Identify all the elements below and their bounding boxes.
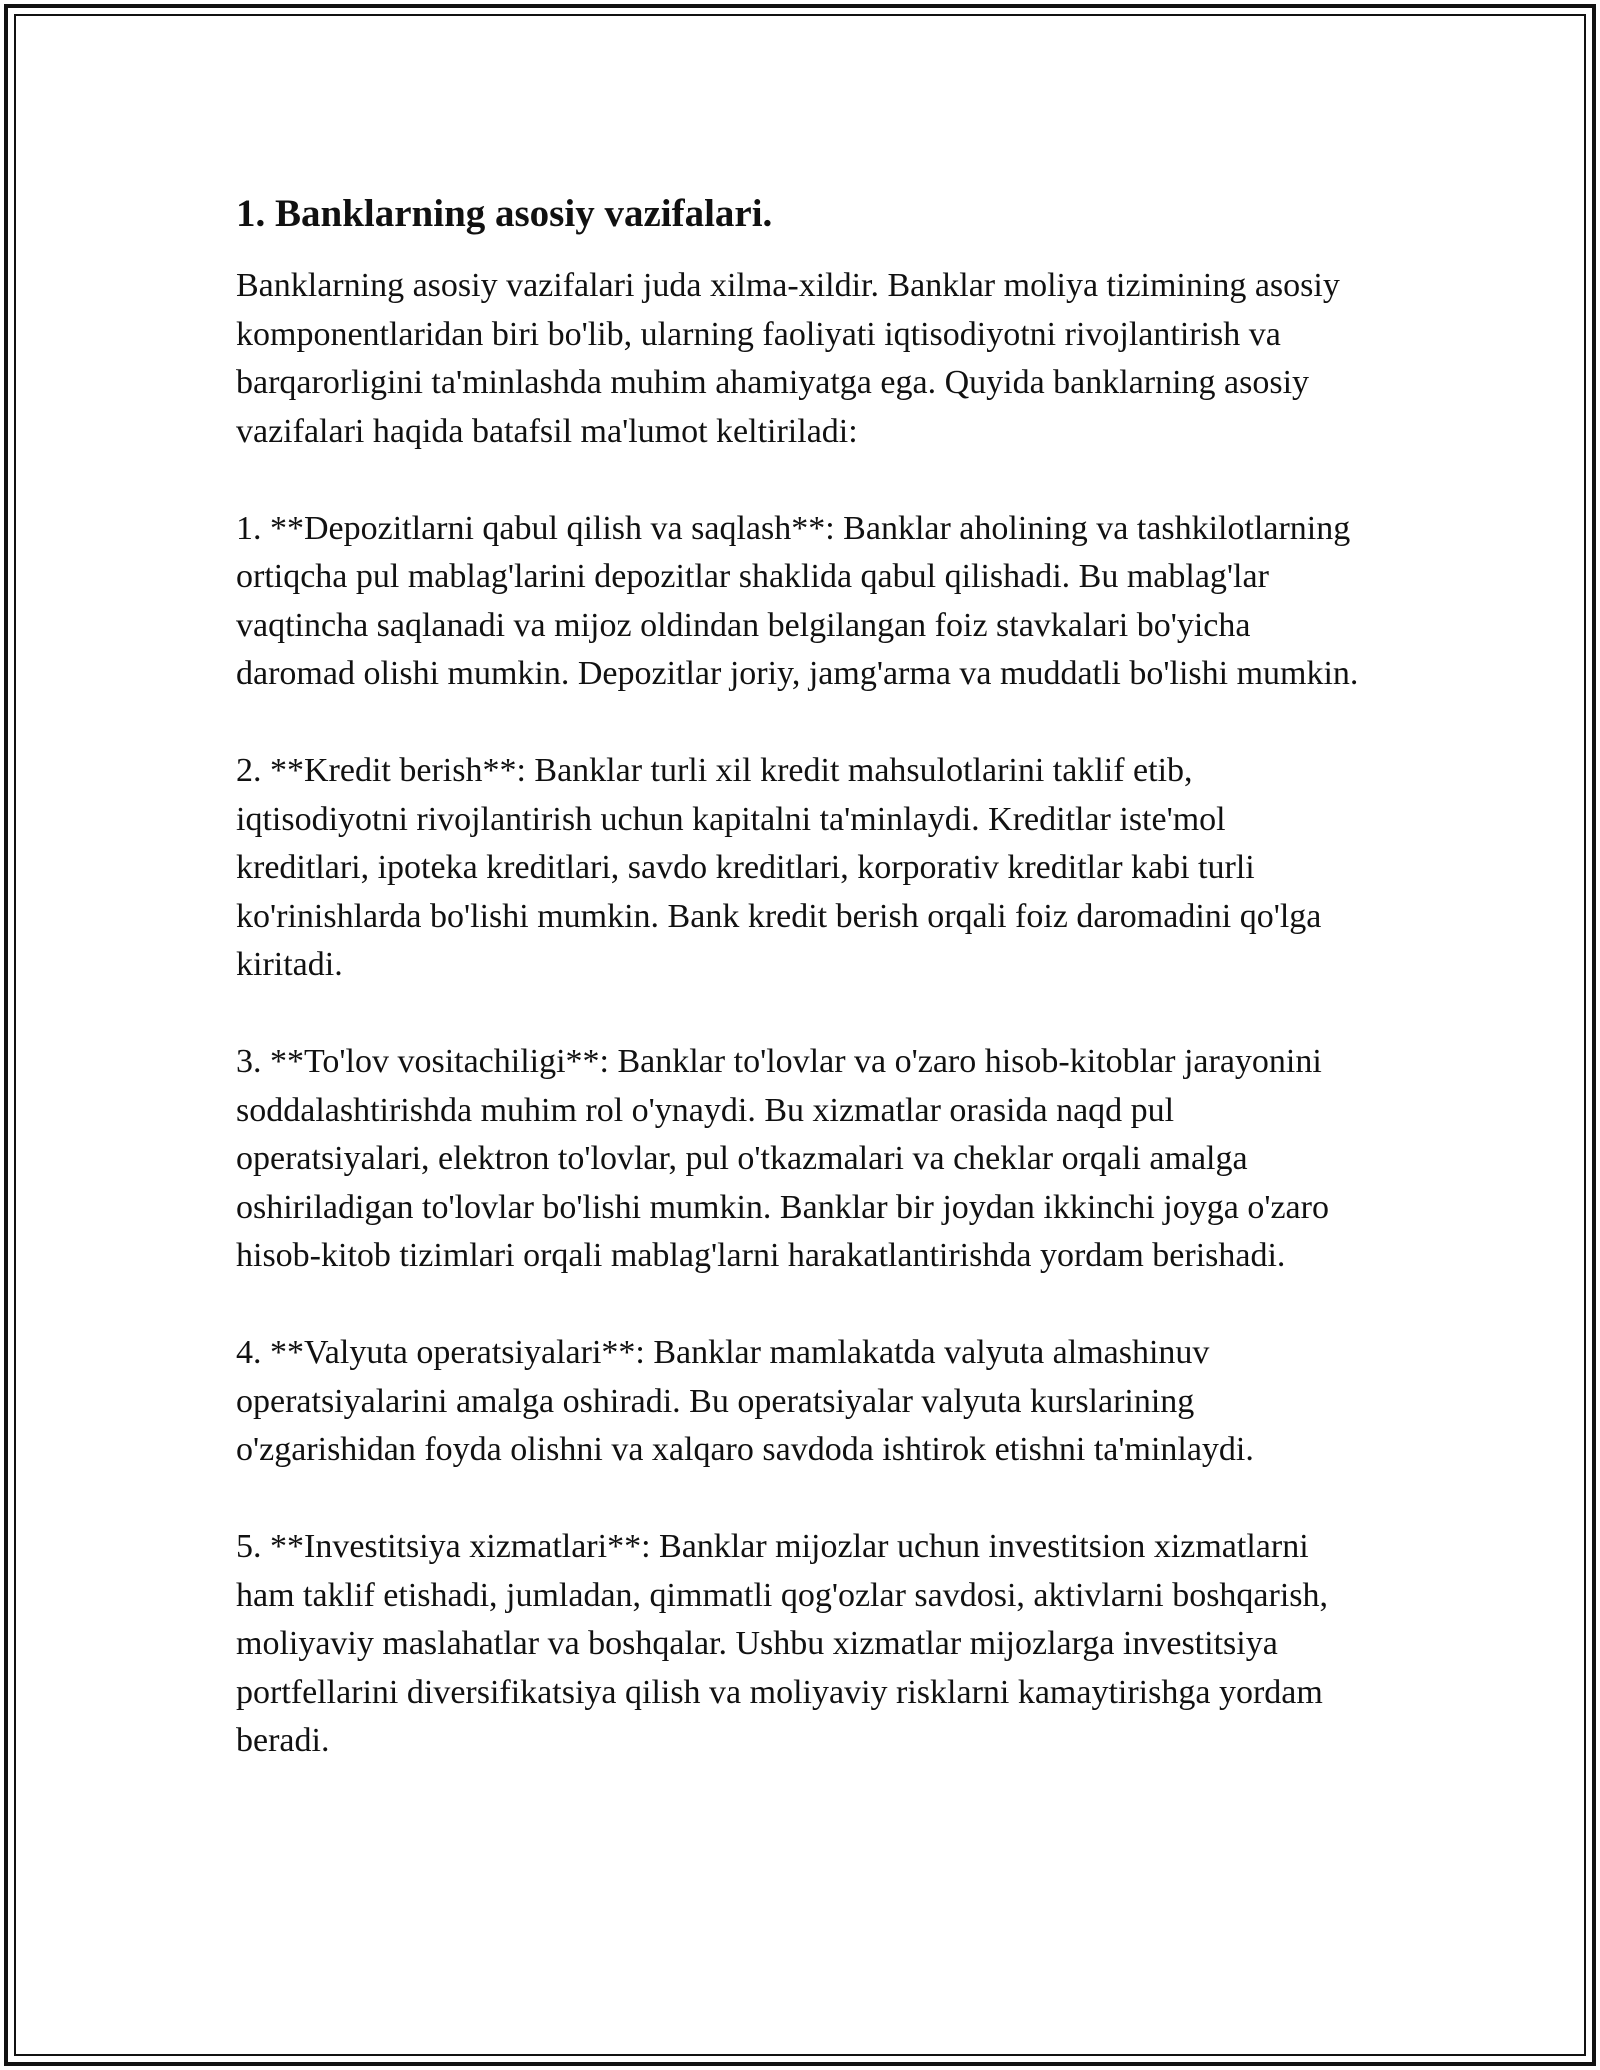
paragraph-currency: 4. **Valyuta operatsiyalari**: Banklar mamlakatda valyuta almashinuv operatsiyalarini amalga oshiradi. Bu operatsiyalar valyuta kurslarining o'zgarishidan foyda olishni va xalqaro savdoda ishtirok etishni ta'minlaydi. bbox=[236, 1334, 1254, 1468]
document-body bbox=[236, 186, 1366, 1766]
paragraph-payments: 3. **To'lov vositachiligi**: Banklar to'lovlar va o'zaro hisob-kitoblar jarayonini soddalashtirishda muhim rol o'ynaydi. Bu xizmatlar orasida naqd pul operatsiyalari, elektron to'lovlar, pul o'tkazmalari va cheklar orqali amalga oshiriladigan to'lovlar bo'lishi mumkin. Banklar bir joydan ikkinchi joyga o'zaro hisob-kitob tizimlari orqali mablag'larni harakatlantirishda yordam berishadi. bbox=[236, 1043, 1329, 1274]
paragraph-credit: 2. **Kredit berish**: Banklar turli xil kredit mahsulotlarini taklif etib, iqtisodiyotni rivojlantirish uchun kapitalni ta'minlaydi. Kreditlar iste'mol kreditlari, ipoteka kreditlari, savdo kreditlari, korporativ kreditlar kabi turli ko'rinishlarda bo'lishi mumkin. Bank kredit berish orqali foiz daromadini qo'lga kiritadi. bbox=[236, 752, 1322, 983]
intro-paragraph: Banklarning asosiy vazifalari juda xilma-xildir. Banklar moliya tizimining asosiy komponentlaridan biri bo'lib, ularning faoliyati iqtisodiyotni rivojlantirish va barqarorligini ta'minlashda muhim ahamiyatga ega. Quyida banklarning asosiy vazifalari haqida batafsil ma'lumot keltiriladi: bbox=[236, 267, 1340, 450]
page-title: 1. Banklarning asosiy vazifalari. bbox=[236, 192, 773, 235]
paragraph-investment: 5. **Investitsiya xizmatlari**: Banklar mijozlar uchun investitsion xizmatlarni ham taklif etishadi, jumladan, qimmatli qog'ozlar savdosi, aktivlarni boshqarish, moliyaviy maslahatlar va boshqalar. Ushbu xizmatlar mijozlarga investitsiya portfellarini diversifikatsiya qilish va moliyaviy risklarni kamaytirishga yordam beradi. bbox=[236, 1528, 1329, 1759]
paragraph-deposits: 1. **Depozitlarni qabul qilish va saqlash**: Banklar aholining va tashkilotlarning ortiqcha pul mablag'larini depozitlar shaklida qabul qilishadi. Bu mablag'lar vaqtincha saqlanadi va mijoz oldindan belgilangan foiz stavkalari bo'yicha daromad olishi mumkin. Depozitlar joriy, jamg'arma va muddatli bo'lishi mumkin. bbox=[236, 509, 1359, 692]
